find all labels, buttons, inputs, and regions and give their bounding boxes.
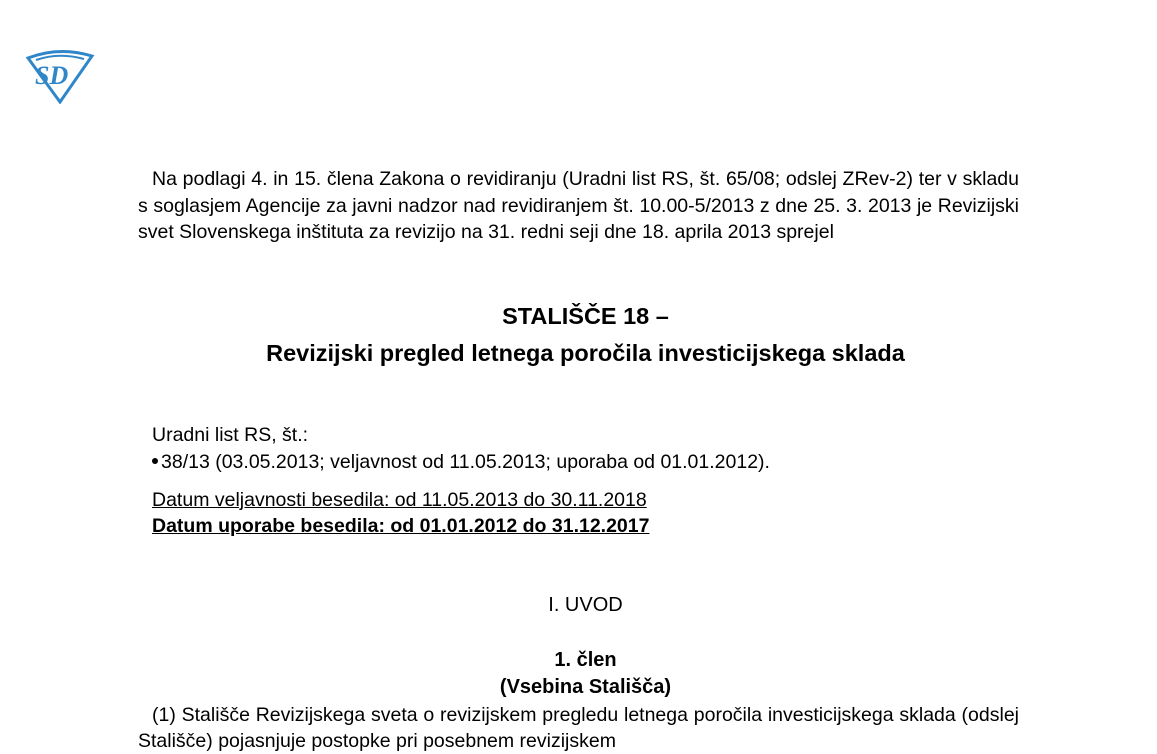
document-title: STALIŠČE 18 – (502, 303, 669, 329)
application-date: Datum uporabe besedila: od 01.01.2012 do 31.12.2017 (152, 515, 650, 537)
validity-date: Datum veljavnosti besedila: od 11.05.2013 do 30.11.2018 (152, 489, 647, 511)
bullet-icon (152, 458, 158, 464)
svg-text:SD: SD (35, 61, 69, 90)
sd-logo-icon (22, 46, 96, 104)
article-title: (Vsebina Stališča) (499, 676, 672, 698)
institute-logo (22, 46, 96, 104)
chapter-heading: I. UVOD (548, 594, 623, 616)
gazette-item (152, 451, 770, 474)
gazette-item-text: 38/13 (03.05.2013; veljavnost od 11.05.2013; uporaba od 01.01.2012). (161, 451, 770, 473)
gazette-label: Uradni list RS, št.: (152, 424, 309, 446)
article-paragraph: (1) Stališče Revizijskega sveta o revizijskem pregledu letnega poročila investicijskega sklada (odslej Stališče) pojasnjuje postopke pri posebnem revizijskem (138, 704, 1019, 752)
document-subtitle: Revizijski pregled letnega poročila investicijskega sklada (266, 340, 905, 366)
intro-text: Na podlagi 4. in 15. člena Zakona o revidiranju (Uradni list RS, št. 65/08; odslej ZRev-2) ter v skladu s soglasjem Agencije za javni nadzor nad revidiranjem št. 10.00-5/2013 z dne 25. 3. 2013 je Revizijski svet Slovenskega inštituta za revizijo na 31. redni seji dne 18. aprila 2013 sprejel (138, 168, 1019, 243)
article-number: 1. člen (554, 649, 617, 671)
